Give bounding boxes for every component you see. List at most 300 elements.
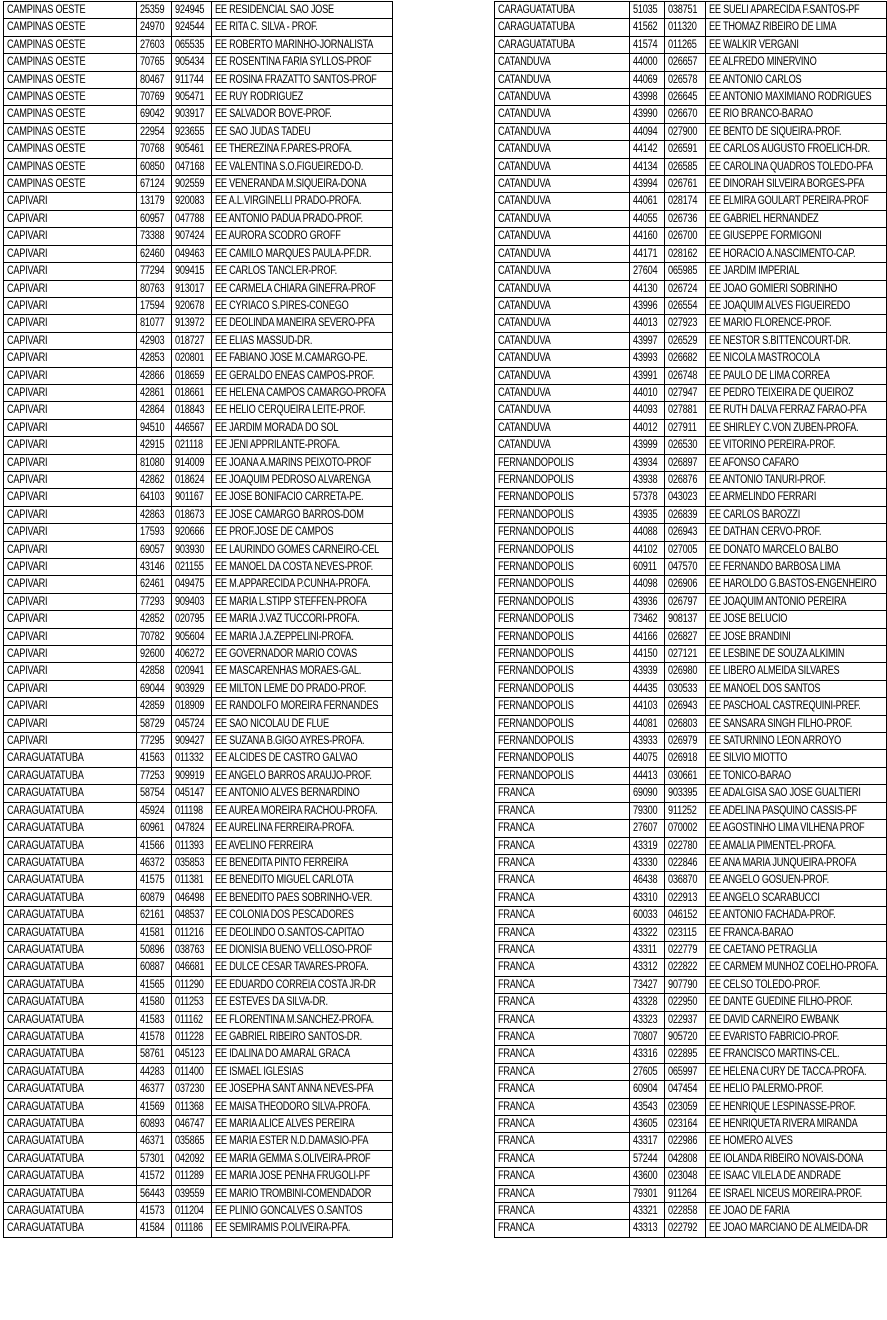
cell-region [495, 785, 630, 802]
cell-id [172, 1203, 212, 1220]
cell-school-name-text: EE CAMILO MARQUES PAULA-PF.DR. [215, 247, 372, 260]
cell-region [4, 593, 137, 610]
cell-code [137, 123, 172, 140]
cell-region [4, 1203, 137, 1220]
cell-code-text: 43996 [633, 299, 658, 312]
cell-code [630, 367, 665, 384]
table-row [495, 994, 887, 1011]
cell-id [172, 715, 212, 732]
cell-code [137, 820, 172, 837]
cell-region [4, 663, 137, 680]
cell-id [172, 471, 212, 488]
cell-id [172, 193, 212, 210]
cell-code [630, 2, 665, 19]
cell-id-text: 011332 [175, 752, 204, 765]
cell-code [137, 1168, 172, 1185]
cell-school-name [706, 924, 887, 941]
cell-school-name [212, 106, 393, 123]
cell-region-text: CARAGUATATUBA [7, 874, 84, 887]
cell-school-name-text: EE FABIANO JOSE M.CAMARGO-PE. [215, 352, 368, 365]
cell-region-text: CARAGUATATUBA [7, 909, 84, 922]
cell-code [137, 89, 172, 106]
cell-school-name [706, 193, 887, 210]
cell-code-text: 60850 [140, 160, 165, 173]
cell-code [630, 680, 665, 697]
table-row [495, 889, 887, 906]
cell-id [665, 837, 706, 854]
table-row [495, 1133, 887, 1150]
cell-school-name [706, 680, 887, 697]
cell-region-text: FRANCA [498, 961, 535, 974]
cell-id-text: 046152 [668, 909, 698, 922]
cell-code-text: 43994 [633, 178, 658, 191]
cell-id-text: 030661 [668, 769, 698, 782]
cell-region-text: CARAGUATATUBA [7, 926, 84, 939]
table-row [4, 332, 393, 349]
table-row [495, 767, 887, 784]
cell-code [137, 245, 172, 262]
cell-region [4, 785, 137, 802]
cell-code [137, 367, 172, 384]
cell-region-text: CAPIVARI [7, 212, 48, 225]
cell-id-text: 023164 [668, 1118, 698, 1130]
table-row [495, 698, 887, 715]
cell-id [665, 628, 706, 645]
cell-id-text: 026530 [668, 439, 698, 452]
cell-region [4, 245, 137, 262]
cell-school-name-text: EE ANTONIO FACHADA-PROF. [709, 909, 836, 922]
cell-school-name [706, 1116, 887, 1133]
cell-school-name-text: EE SAO NICOLAU DE FLUE [215, 717, 329, 730]
cell-region-text: FERNANDOPOLIS [498, 526, 574, 539]
cell-region-text: CARAGUATATUBA [7, 1048, 84, 1061]
cell-id-text: 045724 [175, 717, 205, 730]
cell-region-text: FRANCA [498, 874, 535, 887]
table-row [495, 959, 887, 976]
cell-school-name [706, 228, 887, 245]
cell-id-text: 011186 [175, 1222, 203, 1235]
cell-region-text: CAPIVARI [7, 247, 48, 260]
cell-region-text: FRANCA [498, 1222, 535, 1235]
cell-school-name-text: EE ANGELO BARROS ARAUJO-PROF. [215, 769, 372, 782]
cell-id [665, 36, 706, 53]
cell-region [4, 332, 137, 349]
cell-school-name-text: EE RANDOLFO MOREIRA FERNANDES [215, 700, 379, 713]
cell-code-text: 80467 [140, 73, 165, 86]
cell-region-text: CARAGUATATUBA [7, 1205, 84, 1218]
cell-school-name [212, 854, 393, 871]
cell-id [665, 524, 706, 541]
cell-id [665, 820, 706, 837]
cell-region [495, 350, 630, 367]
table-row [4, 297, 393, 314]
cell-school-name [706, 280, 887, 297]
cell-code-text: 42863 [140, 508, 165, 521]
cell-code-text: 44010 [633, 386, 658, 399]
cell-id [665, 907, 706, 924]
cell-school-name-text: EE DANTE GUEDINE FILHO-PROF. [709, 996, 853, 1009]
table-row [4, 1028, 393, 1045]
cell-code [630, 924, 665, 941]
cell-id [665, 71, 706, 88]
cell-school-name-text: EE MARIO TROMBINI-COMENDADOR [215, 1187, 372, 1200]
cell-school-name [706, 628, 887, 645]
cell-region-text: CARAGUATATUBA [7, 943, 84, 956]
cell-id [172, 315, 212, 332]
cell-id-text: 046747 [175, 1118, 205, 1130]
cell-region [4, 541, 137, 558]
cell-school-name-text: EE SATURNINO LEON ARROYO [709, 735, 842, 748]
cell-code-text: 92600 [140, 648, 165, 661]
table-row [4, 663, 393, 680]
table-row [4, 820, 393, 837]
cell-region [495, 193, 630, 210]
table-row [4, 2, 393, 19]
table-row [4, 872, 393, 889]
cell-id [172, 524, 212, 541]
cell-code [630, 994, 665, 1011]
cell-id [665, 1203, 706, 1220]
cell-id [665, 89, 706, 106]
cell-id-text: 022779 [668, 943, 698, 956]
cell-code [630, 1116, 665, 1133]
table-row [495, 854, 887, 871]
cell-code [630, 959, 665, 976]
cell-code [137, 976, 172, 993]
cell-id-text: 021118 [175, 439, 203, 452]
cell-id-text: 026670 [668, 108, 698, 121]
cell-code-text: 43934 [633, 456, 658, 469]
cell-school-name-text: EE ISMAEL IGLESIAS [215, 1065, 304, 1078]
cell-id [172, 837, 212, 854]
cell-code-text: 46371 [140, 1135, 165, 1148]
cell-school-name [212, 1081, 393, 1098]
cell-id [665, 1063, 706, 1080]
cell-region [4, 524, 137, 541]
cell-code [137, 437, 172, 454]
cell-region-text: CATANDUVA [498, 125, 551, 138]
cell-id [665, 646, 706, 663]
cell-code-text: 57244 [633, 1152, 658, 1165]
table-row [4, 36, 393, 53]
cell-id [665, 802, 706, 819]
cell-school-name-text: EE WALKIR VERGANI [709, 38, 799, 51]
cell-id [665, 541, 706, 558]
cell-code [630, 593, 665, 610]
cell-code [137, 263, 172, 280]
cell-region [495, 245, 630, 262]
table-row [4, 593, 393, 610]
cell-school-name [212, 176, 393, 193]
cell-id-text: 026578 [668, 73, 698, 86]
table-row [4, 437, 393, 454]
table-row [4, 680, 393, 697]
cell-school-name [706, 1098, 887, 1115]
cell-code [137, 176, 172, 193]
cell-region [4, 559, 137, 576]
cell-id [172, 141, 212, 158]
cell-region [495, 767, 630, 784]
cell-region-text: CARAGUATATUBA [7, 891, 84, 904]
cell-region [495, 733, 630, 750]
cell-id [665, 228, 706, 245]
cell-code-text: 43543 [633, 1100, 658, 1113]
cell-code [630, 802, 665, 819]
cell-code [630, 71, 665, 88]
cell-region-text: CATANDUVA [498, 299, 551, 312]
cell-region-text: CARAGUATATUBA [7, 978, 84, 991]
cell-school-name-text: EE PAULO DE LIMA CORREA [709, 369, 830, 382]
cell-code-text: 70807 [633, 1030, 658, 1043]
cell-code-text: 44088 [633, 526, 658, 539]
cell-school-name-text: EE ANTONIO MAXIMIANO RODRIGUES [709, 91, 872, 104]
cell-id-text: 026554 [668, 299, 698, 312]
cell-region [495, 820, 630, 837]
cell-id-text: 011204 [175, 1205, 204, 1218]
cell-school-name [212, 506, 393, 523]
cell-region [495, 54, 630, 71]
cell-code [630, 384, 665, 401]
cell-id-text: 026761 [668, 178, 698, 191]
cell-id [665, 924, 706, 941]
table-row [4, 350, 393, 367]
cell-code-text: 27605 [633, 1065, 658, 1078]
cell-code [137, 872, 172, 889]
cell-region-text: CARAGUATATUBA [7, 1065, 84, 1078]
cell-region-text: CARAGUATATUBA [7, 961, 84, 974]
table-row [495, 872, 887, 889]
cell-id [665, 263, 706, 280]
cell-school-name-text: EE GIUSEPPE FORMIGONI [709, 230, 822, 243]
cell-code [630, 663, 665, 680]
cell-id-text: 065997 [668, 1065, 698, 1078]
cell-region [495, 158, 630, 175]
cell-school-name-text: EE ANTONIO TANURI-PROF. [709, 473, 826, 486]
cell-code-text: 43323 [633, 1013, 658, 1026]
cell-code-text: 57301 [140, 1152, 165, 1165]
cell-code-text: 44012 [633, 421, 658, 434]
cell-id-text: 909403 [175, 595, 205, 608]
table-row [495, 89, 887, 106]
cell-code [630, 141, 665, 158]
cell-region [495, 1011, 630, 1028]
cell-id [172, 559, 212, 576]
cell-code-text: 57378 [633, 491, 658, 504]
cell-id [665, 402, 706, 419]
cell-id [172, 36, 212, 53]
cell-region-text: FERNANDOPOLIS [498, 491, 574, 504]
cell-region-text: CARAGUATATUBA [7, 787, 84, 800]
table-row [4, 367, 393, 384]
cell-id-text: 909919 [175, 769, 205, 782]
cell-id [172, 228, 212, 245]
cell-code-text: 60957 [140, 212, 165, 225]
cell-school-name [706, 367, 887, 384]
cell-school-name [212, 402, 393, 419]
cell-school-name [212, 1046, 393, 1063]
cell-school-name-text: EE TONICO-BARAO [709, 769, 791, 782]
cell-school-name-text: EE EDUARDO CORREIA COSTA JR-DR [215, 978, 376, 991]
cell-school-name [706, 663, 887, 680]
cell-school-name-text: EE ALFREDO MINERVINO [709, 56, 817, 69]
cell-code-text: 41566 [140, 839, 165, 852]
cell-school-name-text: EE ANTONIO CARLOS [709, 73, 802, 86]
cell-id-text: 049475 [175, 578, 205, 591]
cell-region-text: CATANDUVA [498, 56, 551, 69]
cell-code-text: 41572 [140, 1170, 165, 1183]
cell-region [495, 1168, 630, 1185]
cell-code-text: 41581 [140, 926, 165, 939]
cell-id-text: 011400 [175, 1065, 204, 1078]
cell-id-text: 924544 [175, 21, 205, 34]
cell-school-name-text: EE ANGELO SCARABUCCI [709, 891, 820, 904]
cell-id [665, 889, 706, 906]
table-row [495, 384, 887, 401]
cell-code-text: 44069 [633, 73, 658, 86]
cell-code-text: 69042 [140, 108, 165, 121]
cell-id-text: 026906 [668, 578, 698, 591]
table-row [495, 71, 887, 88]
cell-region [495, 593, 630, 610]
cell-id-text: 018909 [175, 700, 205, 713]
cell-region [4, 263, 137, 280]
table-row [495, 646, 887, 663]
cell-school-name-text: EE THOMAZ RIBEIRO DE LIMA [709, 21, 837, 34]
table-row [4, 1220, 393, 1237]
cell-code [630, 471, 665, 488]
cell-region-text: FERNANDOPOLIS [498, 648, 574, 661]
cell-code [630, 854, 665, 871]
cell-id [172, 19, 212, 36]
cell-region [495, 646, 630, 663]
cell-code-text: 77295 [140, 735, 165, 748]
cell-school-name-text: EE GABRIEL RIBEIRO SANTOS-DR. [215, 1030, 362, 1043]
table-row [495, 541, 887, 558]
table-row [495, 1081, 887, 1098]
cell-school-name-text: EE M.APPARECIDA P.CUNHA-PROFA. [215, 578, 371, 591]
cell-id [665, 454, 706, 471]
cell-id-text: 026645 [668, 91, 698, 104]
cell-code [630, 1063, 665, 1080]
cell-region-text: CAPIVARI [7, 195, 48, 208]
table-row [4, 889, 393, 906]
table-row [495, 802, 887, 819]
cell-school-name [706, 698, 887, 715]
cell-school-name [212, 611, 393, 628]
cell-region-text: FERNANDOPOLIS [498, 630, 574, 643]
cell-school-name-text: EE LAURINDO GOMES CARNEIRO-CEL [215, 543, 380, 556]
table-row [495, 941, 887, 958]
cell-region [4, 454, 137, 471]
cell-region [4, 1098, 137, 1115]
cell-code [630, 106, 665, 123]
cell-school-name [212, 576, 393, 593]
table-row [4, 193, 393, 210]
cell-region [4, 837, 137, 854]
table-row [4, 785, 393, 802]
cell-id-text: 026876 [668, 473, 698, 486]
cell-region-text: CATANDUVA [498, 369, 551, 382]
cell-id-text: 023115 [668, 926, 697, 939]
cell-id-text: 020801 [175, 352, 205, 365]
cell-school-name-text: EE GOVERNADOR MARIO COVAS [215, 648, 358, 661]
cell-region-text: FERNANDOPOLIS [498, 473, 574, 486]
cell-school-name [706, 489, 887, 506]
cell-region [495, 663, 630, 680]
cell-region-text: FERNANDOPOLIS [498, 717, 574, 730]
cell-code-text: 43600 [633, 1170, 658, 1183]
cell-id-text: 011162 [175, 1013, 203, 1026]
cell-code-text: 43998 [633, 91, 658, 104]
cell-id [172, 959, 212, 976]
cell-code-text: 44098 [633, 578, 658, 591]
cell-code [137, 541, 172, 558]
table-row [495, 489, 887, 506]
cell-id-text: 920666 [175, 526, 205, 539]
cell-region-text: CARAGUATATUBA [7, 1135, 84, 1148]
cell-school-name [706, 576, 887, 593]
cell-region [4, 36, 137, 53]
cell-region-text: CAPIVARI [7, 230, 48, 243]
cell-code [630, 297, 665, 314]
cell-school-name [212, 541, 393, 558]
cell-region [495, 959, 630, 976]
cell-region [495, 872, 630, 889]
cell-id [172, 176, 212, 193]
cell-code [137, 802, 172, 819]
cell-code-text: 43999 [633, 439, 658, 452]
cell-code-text: 60911 [633, 561, 657, 573]
cell-code-text: 77294 [140, 265, 165, 278]
cell-school-name [212, 210, 393, 227]
cell-school-name [706, 2, 887, 19]
table-row [495, 593, 887, 610]
cell-region-text: FRANCA [498, 1205, 535, 1218]
cell-region-text: FRANCA [498, 996, 535, 1009]
table-row [4, 210, 393, 227]
cell-code-text: 70769 [140, 91, 165, 104]
cell-region-text: FRANCA [498, 1030, 535, 1043]
cell-code [137, 1011, 172, 1028]
cell-school-name-text: EE ADELINA PASQUINO CASSIS-PF [709, 804, 857, 817]
cell-code [137, 854, 172, 871]
cell-region [4, 872, 137, 889]
cell-code-text: 58754 [140, 787, 165, 800]
cell-code [630, 158, 665, 175]
table-row [4, 1203, 393, 1220]
cell-school-name-text: EE DATHAN CERVO-PROF. [709, 526, 822, 539]
cell-region [4, 228, 137, 245]
table-row [495, 628, 887, 645]
cell-code-text: 62461 [140, 578, 165, 591]
cell-id [665, 367, 706, 384]
cell-region-text: CAMPINAS OESTE [7, 178, 86, 191]
table-row [495, 437, 887, 454]
cell-region [495, 89, 630, 106]
cell-school-name [706, 106, 887, 123]
cell-id [172, 2, 212, 19]
table-row [495, 1203, 887, 1220]
cell-code-text: 44075 [633, 752, 658, 765]
cell-school-name-text: EE MARIA ESTER N.D.DAMASIO-PFA [215, 1135, 369, 1148]
cell-code-text: 41580 [140, 996, 165, 1009]
cell-id-text: 909427 [175, 735, 205, 748]
cell-region [495, 332, 630, 349]
cell-school-name-text: EE EVARISTO FABRICIO-PROF. [709, 1030, 839, 1043]
cell-code [630, 1098, 665, 1115]
cell-id [665, 176, 706, 193]
cell-region [4, 1220, 137, 1237]
